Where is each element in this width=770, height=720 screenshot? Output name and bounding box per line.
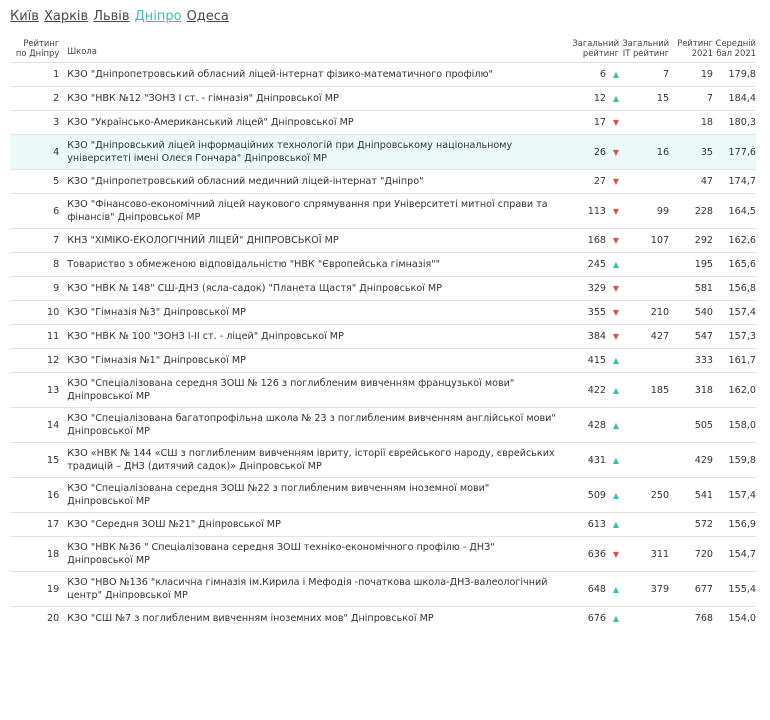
table-row [10, 277, 756, 301]
it-rating-cell: 7 [619, 63, 669, 87]
school-name: КЗО "Українсько-Американський ліцей" Дніпровської МР [67, 111, 562, 135]
general-rating: 431 [587, 454, 607, 466]
table-row [10, 349, 756, 373]
general-rating-cell [562, 349, 619, 373]
rating-2021-cell: 768 [669, 607, 713, 631]
header-general [562, 38, 619, 63]
general-rating: 422 [587, 384, 607, 396]
rank-cell: 18 [10, 537, 67, 572]
table-row [10, 443, 756, 478]
table-row [10, 408, 756, 443]
general-rating: 355 [587, 307, 607, 318]
school-name: КЗО "НВК №12 "ЗОНЗ І ст. - гімназія" Дніпровської МР [67, 87, 562, 111]
general-rating-cell [562, 87, 619, 111]
school-name: КНЗ "ХІМІКО-ЕКОЛОГІЧНИЙ ЛІЦЕЙ" ДНІПРОВСЬКОЇ МР [67, 229, 562, 253]
general-rating-cell [562, 443, 619, 478]
it-rating-cell [619, 170, 669, 194]
rating-2021-cell: 35 [669, 135, 713, 170]
rating-2021-cell: 572 [669, 513, 713, 537]
table-row [10, 607, 756, 631]
city-tab[interactable]: Київ [10, 9, 39, 24]
score-2021-cell: 154,0 [713, 607, 756, 631]
header-rating-2021 [669, 38, 713, 63]
arrow-up-icon: ▲ [612, 385, 620, 395]
rating-2021-cell: 19 [669, 63, 713, 87]
arrow-down-icon: ▼ [612, 118, 620, 127]
general-rating-cell [562, 253, 619, 277]
general-rating: 636 [587, 548, 607, 560]
score-2021-cell: 180,3 [713, 111, 756, 135]
rank-cell: 5 [10, 170, 67, 194]
general-rating-cell [562, 170, 619, 194]
school-name: КЗО "Середня ЗОШ №21" Дніпровської МР [67, 513, 562, 537]
score-2021-cell: 155,4 [713, 572, 756, 607]
general-rating-cell [562, 607, 619, 631]
general-rating-cell [562, 301, 619, 325]
general-rating-cell [562, 194, 619, 229]
rank-cell: 8 [10, 253, 67, 277]
it-rating-cell [619, 513, 669, 537]
general-rating: 329 [587, 283, 607, 294]
score-2021-cell: 156,9 [713, 513, 756, 537]
it-rating-cell: 16 [619, 135, 669, 170]
general-rating: 428 [587, 419, 607, 431]
rank-cell: 2 [10, 87, 67, 111]
arrow-down-icon: ▼ [612, 236, 620, 245]
score-2021-cell: 174,7 [713, 170, 756, 194]
rating-2021-cell: 541 [669, 478, 713, 513]
it-rating-cell [619, 111, 669, 135]
general-rating-cell [562, 408, 619, 443]
arrow-down-icon: ▼ [612, 308, 620, 317]
table-row [10, 537, 756, 572]
score-2021-cell: 159,8 [713, 443, 756, 478]
table-row [10, 63, 756, 87]
general-rating: 676 [587, 613, 607, 625]
rank-cell: 10 [10, 301, 67, 325]
header-score-line1: Середній [715, 38, 756, 48]
arrow-down-icon: ▼ [612, 284, 620, 293]
score-2021-cell: 158,0 [713, 408, 756, 443]
it-rating-cell: 107 [619, 229, 669, 253]
score-2021-cell: 179,8 [713, 63, 756, 87]
arrow-down-icon: ▼ [612, 147, 620, 157]
header-r21-line2: 2021 [691, 48, 714, 58]
rating-2021-cell: 429 [669, 443, 713, 478]
table-row [10, 325, 756, 349]
general-rating-cell [562, 513, 619, 537]
rating-2021-cell: 581 [669, 277, 713, 301]
arrow-down-icon: ▼ [612, 332, 620, 341]
table-row [10, 135, 756, 170]
general-rating: 17 [593, 117, 607, 128]
school-name: КЗО "Гімназія №3" Дніпровської МР [67, 301, 562, 325]
rating-2021-cell: 292 [669, 229, 713, 253]
it-rating-cell: 185 [619, 373, 669, 408]
rating-2021-cell: 18 [669, 111, 713, 135]
arrow-up-icon: ▲ [612, 490, 620, 500]
table-row [10, 478, 756, 513]
rank-cell: 16 [10, 478, 67, 513]
general-rating: 509 [587, 489, 607, 501]
table-header [10, 38, 756, 63]
arrow-up-icon: ▲ [612, 94, 620, 103]
school-name: КЗО "Спеціалізована середня ЗОШ №22 з поглибленим вивченням іноземної мови" Дніпровської МР [67, 478, 562, 513]
it-rating-cell [619, 349, 669, 373]
arrow-up-icon: ▲ [612, 70, 620, 79]
header-score-line2: бал 2021 [716, 48, 756, 58]
city-tab[interactable]: Одеса [186, 9, 229, 24]
school-name: КЗО "СШ №7 з поглибленим вивченням іноземних мов" Дніпровської МР [67, 607, 562, 631]
city-tab[interactable]: Дніпро [134, 9, 182, 24]
general-rating-cell [562, 111, 619, 135]
rank-cell: 3 [10, 111, 67, 135]
school-name: КЗО "НВК № 100 "ЗОНЗ І-ІІ ст. - ліцей" Дніпровської МР [67, 325, 562, 349]
rating-2021-cell: 547 [669, 325, 713, 349]
header-rank-line2: по Дніпру [15, 48, 60, 58]
rank-cell: 1 [10, 63, 67, 87]
rating-2021-cell: 677 [669, 572, 713, 607]
header-school: Школа [67, 46, 97, 56]
school-name: КЗО "Спеціалізована багатопрофільна школа № 23 з поглибленим вивченням англійської мови" Дніпровської МР [67, 408, 562, 443]
general-rating: 648 [587, 583, 607, 595]
general-rating-cell [562, 277, 619, 301]
table-row [10, 572, 756, 607]
score-2021-cell: 164,5 [713, 194, 756, 229]
rating-2021-cell: 228 [669, 194, 713, 229]
rating-2021-cell: 7 [669, 87, 713, 111]
general-rating-cell [562, 229, 619, 253]
score-2021-cell: 157,3 [713, 325, 756, 349]
table-row [10, 87, 756, 111]
table-row [10, 170, 756, 194]
header-it [619, 38, 669, 63]
header-general-line1: Загальний [572, 38, 620, 48]
school-name: КЗО "Дніпровський ліцей інформаційних технологій при Дніпровському національному університеті імені Олеся Гончара" Дніпровської МР [67, 135, 562, 170]
header-score-2021 [713, 38, 756, 63]
it-rating-cell [619, 443, 669, 478]
school-name: КЗО "Фінансово-економічний ліцей наукового спрямування при Університеті митної справи та фінансів" Дніпровської МР [67, 194, 562, 229]
table-row [10, 513, 756, 537]
general-rating-cell [562, 373, 619, 408]
score-2021-cell: 162,0 [713, 373, 756, 408]
score-2021-cell: 165,6 [713, 253, 756, 277]
general-rating-cell [562, 537, 619, 572]
it-rating-cell: 311 [619, 537, 669, 572]
rank-cell: 20 [10, 607, 67, 631]
school-name: КЗО «НВК № 144 «СШ з поглибленим вивченням івриту, історії єврейського народу, єврейських традицій – ДНЗ (дитячий садок)» Дніпровської МР [67, 443, 562, 478]
header-it-line1: Загальний [622, 38, 670, 48]
score-2021-cell: 157,4 [713, 478, 756, 513]
school-name: КЗО "НВК №36 " Спеціалізована середня ЗОШ техніко-економічного профілю - ДНЗ" Дніпровської МР [67, 537, 562, 572]
general-rating: 415 [587, 355, 607, 366]
general-rating-cell [562, 478, 619, 513]
header-rank-line1: Рейтинг [23, 38, 60, 48]
it-rating-cell: 379 [619, 572, 669, 607]
score-2021-cell: 184,4 [713, 87, 756, 111]
rank-cell: 12 [10, 349, 67, 373]
rating-2021-cell: 540 [669, 301, 713, 325]
rating-table [10, 38, 756, 631]
arrow-up-icon: ▲ [612, 455, 620, 465]
general-rating: 384 [587, 331, 607, 342]
rank-cell: 7 [10, 229, 67, 253]
it-rating-cell [619, 607, 669, 631]
arrow-down-icon: ▼ [612, 206, 620, 216]
header-r21-line1: Рейтинг [677, 38, 714, 48]
header-it-line2: IT рейтинг [622, 48, 670, 58]
it-rating-cell [619, 277, 669, 301]
rank-cell: 17 [10, 513, 67, 537]
general-rating: 6 [599, 69, 607, 80]
it-rating-cell: 15 [619, 87, 669, 111]
city-tab[interactable]: Львів [93, 9, 130, 24]
table-row [10, 229, 756, 253]
score-2021-cell: 156,8 [713, 277, 756, 301]
rank-cell: 6 [10, 194, 67, 229]
it-rating-cell: 99 [619, 194, 669, 229]
it-rating-cell [619, 408, 669, 443]
general-rating: 12 [593, 93, 607, 104]
table-row [10, 301, 756, 325]
it-rating-cell: 250 [619, 478, 669, 513]
general-rating: 26 [593, 146, 607, 158]
school-name: КЗО "Дніпропетровський обласний ліцей-інтернат фізико-математичного профілю" [67, 63, 562, 87]
arrow-down-icon: ▼ [612, 549, 620, 559]
rating-2021-cell: 318 [669, 373, 713, 408]
school-name: Товариство з обмеженою відповідальністю "НВК "Європейська гімназія"" [67, 253, 562, 277]
rank-cell: 11 [10, 325, 67, 349]
table-row [10, 111, 756, 135]
general-rating-cell [562, 572, 619, 607]
arrow-up-icon: ▲ [612, 520, 620, 529]
score-2021-cell: 161,7 [713, 349, 756, 373]
rank-cell: 9 [10, 277, 67, 301]
city-tabs [10, 9, 234, 24]
rank-cell: 4 [10, 135, 67, 170]
arrow-up-icon: ▲ [612, 584, 620, 594]
arrow-up-icon: ▲ [612, 614, 620, 624]
rating-2021-cell: 720 [669, 537, 713, 572]
rating-2021-cell: 505 [669, 408, 713, 443]
score-2021-cell: 157,4 [713, 301, 756, 325]
header-general-line2: рейтинг [582, 48, 620, 58]
general-rating: 613 [587, 519, 607, 530]
school-name: КЗО "НВО №136 "класична гімназія ім.Кирила і Мефодія -початкова школа-ДНЗ-валеологічний центр" Дніпровської МР [67, 572, 562, 607]
rank-cell: 19 [10, 572, 67, 607]
rank-cell: 14 [10, 408, 67, 443]
school-name: КЗО "Дніпропетровський обласний медичний ліцей-інтернат "Дніпро" [67, 170, 562, 194]
school-name: КЗО "НВК № 148" СШ-ДНЗ (ясла-садок) "Планета Щастя" Дніпровської МР [67, 277, 562, 301]
school-name: КЗО "Спеціалізована середня ЗОШ № 126 з поглибленим вивченням французької мови" Дніпровської МР [67, 373, 562, 408]
rating-2021-cell: 333 [669, 349, 713, 373]
it-rating-cell: 210 [619, 301, 669, 325]
school-name: КЗО "Гімназія №1" Дніпровської МР [67, 349, 562, 373]
arrow-up-icon: ▲ [612, 356, 620, 365]
rank-cell: 15 [10, 443, 67, 478]
it-rating-cell: 427 [619, 325, 669, 349]
score-2021-cell: 177,6 [713, 135, 756, 170]
general-rating: 113 [587, 205, 607, 217]
general-rating-cell [562, 135, 619, 170]
general-rating-cell [562, 325, 619, 349]
arrow-down-icon: ▼ [612, 177, 620, 186]
table-row [10, 194, 756, 229]
score-2021-cell: 162,6 [713, 229, 756, 253]
table-body [10, 63, 756, 631]
arrow-up-icon: ▲ [612, 420, 620, 430]
general-rating-cell [562, 63, 619, 87]
general-rating: 27 [593, 176, 607, 187]
general-rating: 168 [587, 235, 607, 246]
arrow-up-icon: ▲ [612, 260, 620, 269]
it-rating-cell [619, 253, 669, 277]
rating-2021-cell: 47 [669, 170, 713, 194]
table-row [10, 373, 756, 408]
general-rating: 245 [587, 259, 607, 270]
rating-2021-cell: 195 [669, 253, 713, 277]
rank-cell: 13 [10, 373, 67, 408]
city-tab[interactable]: Харків [43, 9, 89, 24]
header-rank [10, 38, 67, 63]
table-row [10, 253, 756, 277]
score-2021-cell: 154,7 [713, 537, 756, 572]
